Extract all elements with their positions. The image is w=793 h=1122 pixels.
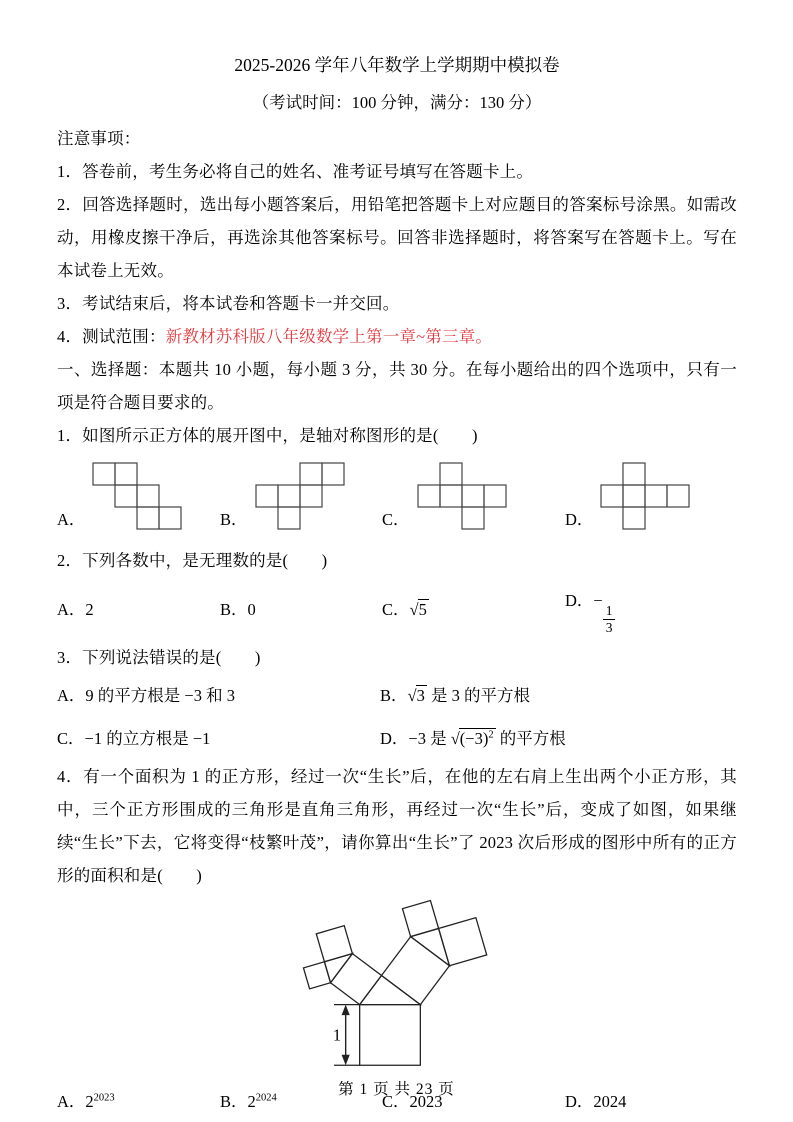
q3-option-c [57, 722, 380, 755]
notice-item-2: 2．回答选择题时，选出每小题答案后，用铅笔把答题卡上对应题目的答案标号涂黑。如需改动，用橡皮擦干净后，再选涂其他答案标号。回答非选择题时，将答案写在答题卡上。写在本试卷上无效。 [57, 195, 737, 280]
sqrt-3-expression [408, 686, 427, 705]
q4-figure [57, 892, 737, 1083]
notice-test-scope: 新教材苏科版八年级数学上第一章~第三章。 [165, 327, 493, 346]
page-footer: 第 1 页 共 23 页 [338, 1081, 455, 1098]
cube-net-figure-d [600, 462, 690, 530]
side-length-label: 1 [332, 1026, 341, 1046]
radical-sign: √ [407, 686, 417, 706]
q3-option-b-text: 是 3 的平方根 [426, 686, 530, 706]
cube-net-figure-a [92, 462, 182, 530]
q2-option-a [57, 593, 220, 626]
radical-sign: √ [450, 729, 460, 749]
q1-option-b [220, 462, 382, 530]
q4-option-b-label: B． [220, 1092, 248, 1112]
q3-option-d-pre: −3 是 [408, 729, 451, 749]
notice-item-4-label: 4．测试范围： [57, 327, 166, 346]
q3-options-row-1 [57, 674, 737, 717]
radical-sign: √ [409, 600, 419, 620]
q3-option-b [380, 679, 737, 712]
q4-option-a-label: A． [57, 1092, 86, 1112]
q3-option-a [57, 679, 380, 712]
q1-stem: 1．如图所示正方体的展开图中，是轴对称图形的是( ) [57, 426, 478, 445]
q2-option-d-label: D． [565, 591, 594, 610]
q1-option-d [565, 462, 737, 530]
q1-option-a [57, 462, 220, 530]
q1-figures [57, 452, 737, 544]
notice-heading: 注意事项： [57, 129, 141, 148]
page-subtitle: （考试时间：100 分钟，满分：130 分） [252, 93, 542, 112]
cube-net-figure-b [255, 462, 345, 530]
q2-option-a-value: 2 [85, 600, 94, 620]
q3-option-c-text: −1 的立方根是 −1 [84, 729, 211, 749]
q2-option-c [382, 593, 565, 626]
q3-options-row-2 [57, 717, 737, 760]
q2-option-c-label: C． [382, 600, 410, 620]
q3-option-c-label: C． [57, 729, 85, 749]
q1-option-c-label: C． [382, 510, 410, 529]
q2-options [57, 577, 737, 641]
q1-option-d-label: D． [565, 510, 594, 529]
sqrt-neg-3-squared-expression [451, 729, 496, 748]
notice-item-1: 1．答卷前，考生务必将自己的姓名、准考证号填写在答题卡上。 [57, 162, 534, 181]
radicand: 5 [418, 600, 427, 620]
q4-option-a-base: 2 [85, 1092, 94, 1112]
notice-item-4 [57, 320, 737, 353]
q4-option-b-exponent: 2024 [255, 1092, 277, 1104]
minus-sign: − [593, 591, 603, 610]
q4-option-a-exponent: 2023 [93, 1092, 115, 1104]
radicand: 3 [416, 686, 425, 706]
q4-option-d-value: 2024 [593, 1092, 627, 1112]
q2-stem: 2．下列各数中，是无理数的是( ) [57, 551, 328, 570]
sqrt-5-expression [410, 600, 429, 619]
radicand [459, 728, 496, 749]
page-title: 2025-2026 学年八年数学上学期期中模拟卷 [234, 55, 560, 75]
q4-option-b-base: 2 [247, 1092, 256, 1112]
notice-item-3: 3．考试结束后，将本试卷和答题卡一并交回。 [57, 294, 400, 313]
q4-stem: 4．有一个面积为 1 的正方形，经过一次“生长”后，在他的左右肩上生出两个小正方形，其中，三个正方形围成的三角形是直角三角形，再经过一次“生长”后，变成了如图，如果继续“生长”下去，它将变得“枝繁叶茂”，请你算出“生长”了 2023 次后形成的图形中所有的正方形的面积和是( ) [57, 767, 737, 886]
q4-option-c-value: 2023 [409, 1092, 443, 1112]
cube-net-figure-c [417, 462, 507, 530]
q4-option-c-label: C． [382, 1092, 410, 1112]
q1-option-b-label: B． [220, 510, 248, 529]
q2-option-b-value: 0 [247, 600, 256, 620]
q3-option-a-text: 9 的平方根是 −3 和 3 [85, 686, 235, 706]
q2-option-b [220, 593, 382, 626]
radicand-base: (−3) [459, 729, 489, 749]
q3-stem: 3．下列说法错误的是( ) [57, 648, 261, 668]
q2-option-a-label: A． [57, 600, 86, 620]
q4-option-d-label: D． [565, 1092, 594, 1112]
q1-option-a-label: A． [57, 510, 86, 529]
q3-option-d-label: D． [380, 729, 409, 749]
q2-option-b-label: B． [220, 600, 248, 620]
q2-option-d [565, 584, 737, 635]
fraction-one-third [603, 603, 616, 635]
q1-option-c [382, 462, 565, 530]
fraction-denominator: 3 [603, 619, 616, 636]
pythagoras-tree-figure [299, 896, 495, 1070]
q3-option-d [380, 722, 737, 755]
q3-option-b-label: B． [380, 686, 408, 706]
fraction-numerator: 1 [605, 603, 613, 619]
section-one-heading: 一、选择题：本题共 10 小题，每小题 3 分，共 30 分。在每小题给出的四个选项中，只有一项是符合题目要求的。 [57, 360, 737, 412]
q3-option-d-rest: 的平方根 [495, 729, 566, 749]
radicand-exponent: 2 [488, 729, 494, 741]
q3-option-a-label: A． [57, 686, 86, 706]
